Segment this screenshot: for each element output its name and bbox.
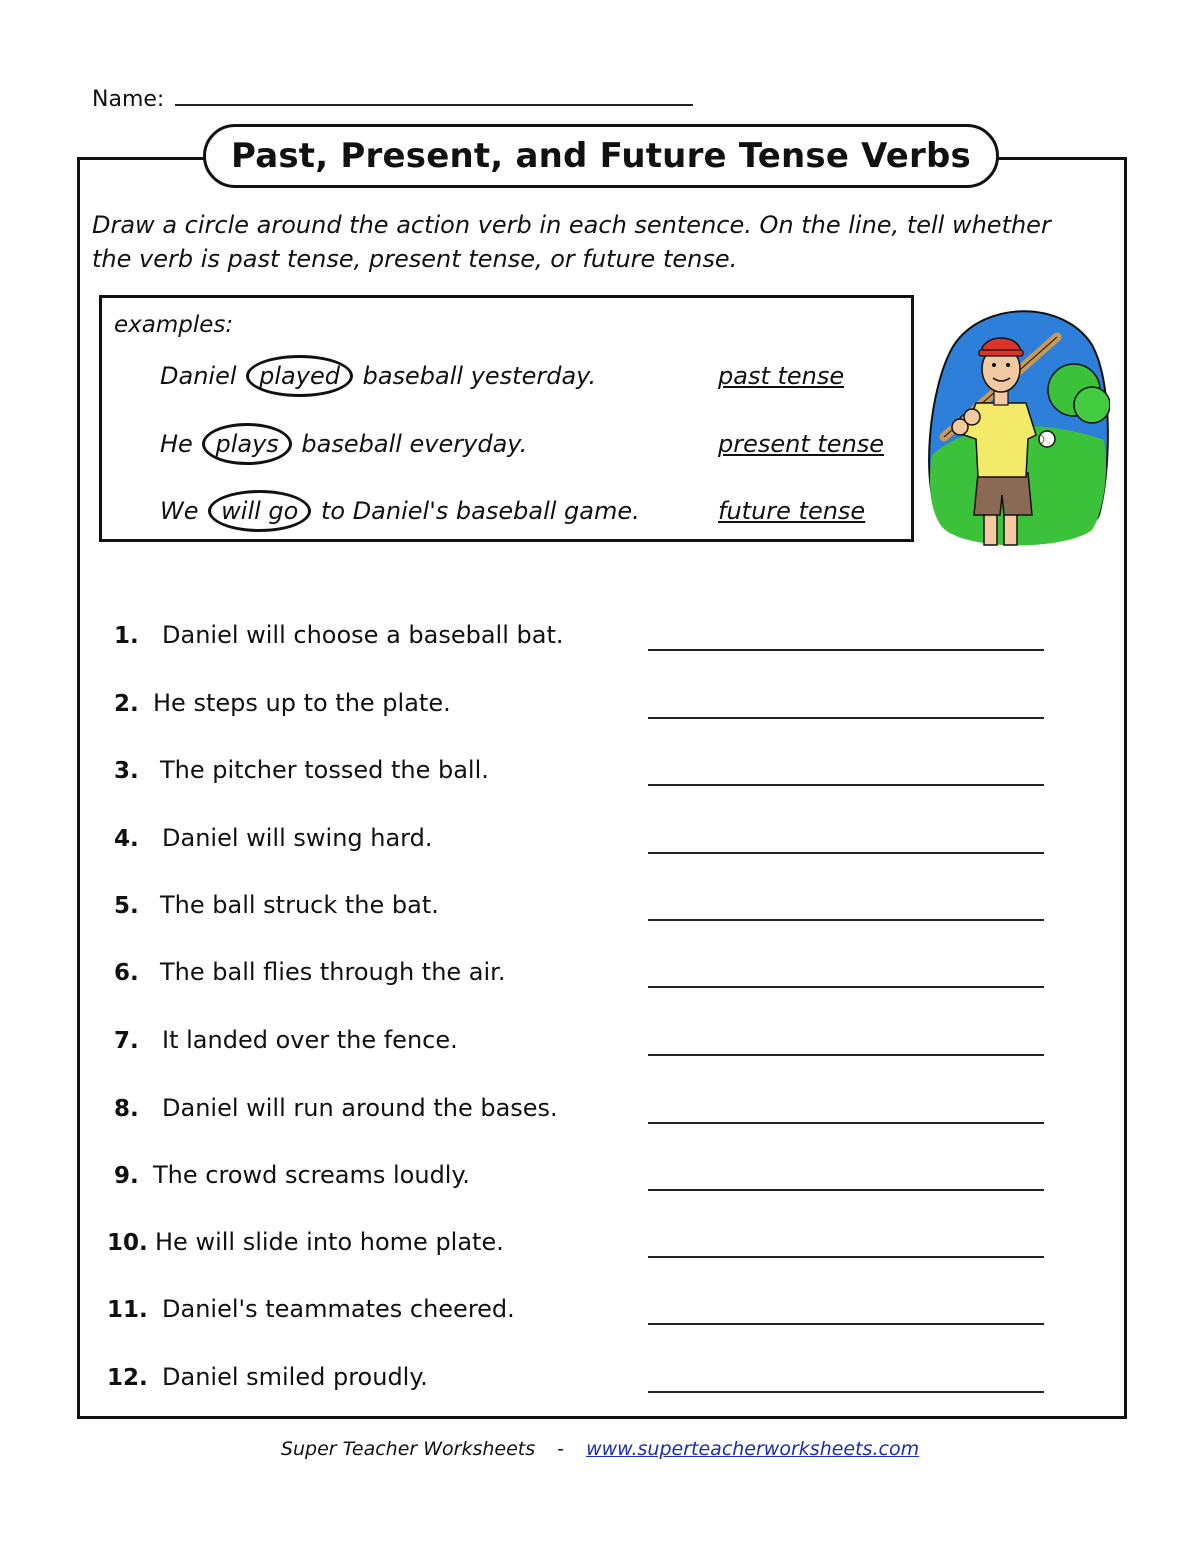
- answer-line[interactable]: [648, 1054, 1044, 1056]
- shorts: [974, 473, 1032, 515]
- question-text: Daniel will choose a baseball bat.: [162, 621, 564, 649]
- question-number: 7.: [114, 1028, 139, 1054]
- footer-separator: -: [557, 1438, 565, 1460]
- answer-line[interactable]: [648, 1189, 1044, 1191]
- question-row: [0, 1359, 1200, 1399]
- question-number: 1.: [114, 623, 139, 649]
- question-number: 10.: [107, 1230, 148, 1256]
- baseball-player-illustration: [924, 305, 1110, 548]
- question-row: [0, 617, 1200, 657]
- question-row: [0, 685, 1200, 725]
- example-answer: future tense: [718, 497, 866, 525]
- circled-verb: plays: [202, 423, 291, 465]
- answer-line[interactable]: [648, 784, 1044, 786]
- answer-line[interactable]: [648, 717, 1044, 719]
- instructions: Draw a circle around the action verb in each sentence. On the line, tell whether the verb is past tense, present tense, or future tense.: [92, 211, 1051, 273]
- baseball-ball: [1039, 431, 1055, 447]
- question-row: [0, 954, 1200, 994]
- question-row: [0, 1224, 1200, 1264]
- example-before: He: [160, 430, 193, 458]
- name-label: Name:: [92, 87, 165, 112]
- footer-brand: Super Teacher Worksheets: [280, 1438, 536, 1460]
- question-row: [0, 1090, 1200, 1130]
- question-number: 3.: [114, 758, 139, 784]
- page-title: Past, Present, and Future Tense Verbs: [231, 136, 971, 176]
- question-text: Daniel will swing hard.: [162, 824, 433, 852]
- name-blank-line[interactable]: [175, 86, 693, 106]
- example-after: baseball yesterday.: [362, 362, 597, 390]
- question-number: 2.: [114, 691, 139, 717]
- example-before: We: [160, 497, 199, 525]
- example-answer: present tense: [718, 430, 885, 458]
- title-banner: [203, 124, 999, 188]
- question-row: [0, 887, 1200, 927]
- examples-box: [99, 295, 914, 542]
- example-row: [160, 490, 640, 532]
- answer-line[interactable]: [648, 852, 1044, 854]
- question-text: Daniel smiled proudly.: [162, 1363, 428, 1391]
- question-text: The ball struck the bat.: [160, 891, 439, 919]
- question-text: He steps up to the plate.: [153, 689, 451, 717]
- question-number: 12.: [107, 1365, 148, 1391]
- example-after: baseball everyday.: [301, 430, 528, 458]
- answer-line[interactable]: [648, 986, 1044, 988]
- question-row: [0, 820, 1200, 860]
- example-row: [160, 423, 527, 465]
- footer: [0, 1438, 1200, 1460]
- question-text: He will slide into home plate.: [155, 1228, 504, 1256]
- question-number: 9.: [114, 1163, 139, 1189]
- example-before: Daniel: [160, 362, 237, 390]
- hand: [964, 409, 980, 425]
- answer-line[interactable]: [648, 1256, 1044, 1258]
- question-text: It landed over the fence.: [162, 1026, 458, 1054]
- question-number: 5.: [114, 893, 139, 919]
- question-number: 8.: [114, 1096, 139, 1122]
- question-row: [0, 1022, 1200, 1062]
- answer-line[interactable]: [648, 1391, 1044, 1393]
- question-number: 11.: [107, 1297, 148, 1323]
- question-row: [0, 1291, 1200, 1331]
- question-row: [0, 1157, 1200, 1197]
- example-row: [160, 355, 596, 397]
- examples-label: examples:: [114, 312, 234, 338]
- tree: [1074, 387, 1110, 423]
- answer-line[interactable]: [648, 649, 1044, 651]
- question-number: 4.: [114, 826, 139, 852]
- question-text: The ball flies through the air.: [160, 958, 506, 986]
- circled-verb: will go: [208, 490, 311, 532]
- question-text: Daniel will run around the bases.: [162, 1094, 558, 1122]
- question-row: [0, 752, 1200, 792]
- question-text: The crowd screams loudly.: [153, 1161, 470, 1189]
- example-answer: past tense: [718, 362, 845, 390]
- footer-link[interactable]: www.superteacherworksheets.com: [586, 1438, 920, 1460]
- circled-verb: played: [246, 355, 353, 397]
- answer-line[interactable]: [648, 919, 1044, 921]
- answer-line[interactable]: [648, 1122, 1044, 1124]
- question-number: 6.: [114, 960, 139, 986]
- question-text: The pitcher tossed the ball.: [160, 756, 489, 784]
- question-text: Daniel's teammates cheered.: [162, 1295, 515, 1323]
- name-field-row: [92, 86, 693, 112]
- example-after: to Daniel's baseball game.: [320, 497, 640, 525]
- answer-line[interactable]: [648, 1323, 1044, 1325]
